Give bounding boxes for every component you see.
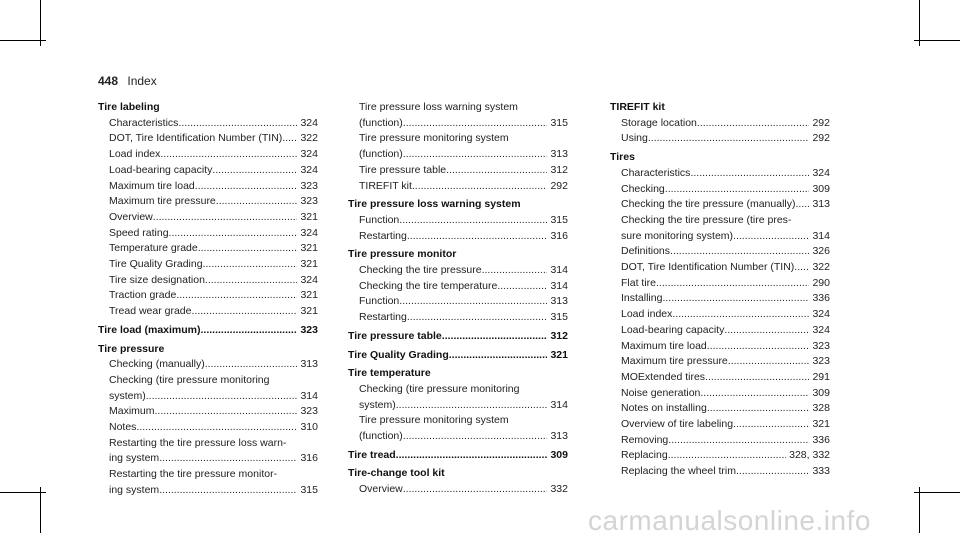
dot-leader	[690, 166, 809, 182]
page-ref[interactable]: 314	[812, 229, 830, 242]
entry-text: Restarting	[359, 311, 407, 324]
index-entry	[98, 483, 318, 499]
index-entry	[98, 226, 318, 242]
index-entry	[610, 354, 830, 370]
entry-text: ing system	[109, 452, 160, 465]
dot-leader	[155, 404, 298, 420]
index-entry	[610, 417, 830, 433]
dot-leader	[282, 131, 297, 147]
entry-text: Notes on installing	[621, 402, 707, 415]
index-entry	[610, 291, 830, 307]
index-entry	[98, 163, 318, 179]
index-column-1	[98, 100, 318, 499]
index-heading	[610, 100, 830, 116]
dot-leader	[665, 182, 810, 198]
page-ref[interactable]: 315	[550, 213, 568, 226]
index-entry	[348, 163, 568, 179]
entry-text: system)	[359, 398, 396, 411]
index-entry	[348, 147, 568, 163]
page-ref[interactable]: 333	[812, 465, 830, 478]
index-entry	[98, 389, 318, 405]
index-entry	[610, 401, 830, 417]
entry-text: Maximum	[109, 405, 155, 418]
index-entry	[98, 131, 318, 147]
entry-text: Characteristics	[621, 166, 691, 179]
dot-leader	[159, 483, 297, 499]
entry-text: MOExtended tires	[621, 370, 706, 383]
dot-leader	[136, 420, 297, 436]
dot-leader	[178, 116, 297, 132]
dot-leader	[396, 398, 548, 414]
page-title: Index	[127, 74, 157, 88]
dot-leader	[668, 448, 786, 464]
page-ref[interactable]: 324	[300, 226, 318, 239]
index-entry	[610, 116, 830, 132]
entry-text: Checking the tire pressure	[359, 264, 482, 277]
index-column-2	[348, 100, 568, 498]
page-ref[interactable]: 310	[300, 421, 318, 434]
index-entry	[348, 179, 568, 195]
page-ref[interactable]: 313	[550, 295, 568, 308]
index-entry	[98, 288, 318, 304]
index-entry	[98, 116, 318, 132]
page-ref[interactable]: 313	[550, 148, 568, 161]
page-ref[interactable]: 328	[812, 402, 830, 415]
entry-text: TIREFIT kit	[610, 101, 665, 113]
index-heading	[610, 150, 830, 166]
index-entry-continued: Restarting the tire pressure loss warn-	[109, 436, 287, 449]
page-ref[interactable]: 324	[812, 166, 830, 179]
entry-text: Checking (manually)	[109, 358, 205, 371]
dot-leader	[796, 197, 810, 213]
page-ref[interactable]: 313	[550, 430, 568, 443]
index-entry	[98, 241, 318, 257]
dot-leader	[656, 276, 809, 292]
index-entry	[610, 182, 830, 198]
index-entry-continued: Tire pressure monitoring system	[359, 132, 509, 145]
entry-text: Replacing	[621, 449, 668, 462]
page-ref[interactable]: 336	[812, 292, 830, 305]
index-entry	[610, 307, 830, 323]
index-entry	[98, 304, 318, 320]
dot-leader	[146, 389, 298, 405]
page-ref[interactable]: 324	[300, 116, 318, 129]
entry-text: Tires	[610, 151, 635, 164]
index-entry	[610, 433, 830, 449]
dot-leader	[707, 401, 810, 417]
index-entry	[98, 420, 318, 436]
page-ref[interactable]: 324	[300, 273, 318, 286]
dot-leader	[662, 291, 809, 307]
page-ref[interactable]: 314	[300, 389, 318, 402]
entry-text: Using	[621, 132, 648, 145]
index-entry	[348, 294, 568, 310]
dot-leader	[705, 370, 809, 386]
entry-text: Checking the tire pressure (manually)	[621, 198, 796, 211]
entry-text: Installing	[621, 292, 663, 305]
crop-mark	[0, 40, 46, 41]
dot-leader	[169, 226, 298, 242]
entry-text: Noise generation	[621, 386, 701, 399]
page-ref[interactable]: 291	[812, 370, 830, 383]
index-column-3	[610, 100, 830, 480]
index-entry	[98, 451, 318, 467]
page-ref[interactable]: 321	[300, 305, 318, 318]
entry-text: Tire labeling	[98, 101, 160, 113]
entry-text: Tire Quality Grading	[348, 348, 449, 361]
entry-text: Function	[359, 213, 400, 226]
dot-leader	[403, 116, 548, 132]
page-ref[interactable]: 321	[812, 418, 830, 431]
entry-text: Tire pressure table	[359, 163, 447, 176]
dot-leader	[159, 451, 297, 467]
entry-text: Removing	[621, 433, 669, 446]
entry-text: (function)	[359, 430, 403, 443]
entry-text: Load index	[621, 308, 673, 321]
page-ref[interactable]: 290	[812, 276, 830, 289]
page-ref[interactable]: 314	[550, 398, 568, 411]
dot-leader	[707, 339, 810, 355]
entry-text: Maximum tire pressure	[109, 195, 216, 208]
page-ref[interactable]: 315	[550, 311, 568, 324]
page-ref[interactable]: 326	[812, 245, 830, 258]
page-ref[interactable]: 322	[812, 261, 830, 274]
index-entry	[98, 210, 318, 226]
index-heading	[348, 329, 568, 345]
dot-leader	[733, 417, 809, 433]
dot-leader	[412, 179, 548, 195]
page-ref[interactable]: 292	[812, 132, 830, 145]
entry-text: Tire pressure table	[348, 329, 442, 342]
dot-leader	[176, 288, 297, 304]
page-ref[interactable]: 324	[300, 163, 318, 176]
entry-text: Tire-change tool kit	[348, 467, 445, 480]
dot-leader	[198, 241, 298, 257]
dot-leader	[205, 357, 298, 373]
index-entry-continued: Restarting the tire pressure monitor-	[109, 468, 278, 481]
entry-text: Tire Quality Grading	[109, 258, 203, 271]
dot-leader	[216, 194, 298, 210]
page-ref[interactable]: 321	[550, 348, 568, 361]
index-entry	[610, 339, 830, 355]
entry-text: (function)	[359, 116, 403, 129]
index-heading	[98, 100, 318, 116]
index-entry	[610, 244, 830, 260]
page-ref[interactable]: 309	[812, 386, 830, 399]
page-ref[interactable]: 321	[300, 289, 318, 302]
dot-leader	[399, 294, 547, 310]
index-entry	[98, 273, 318, 289]
crop-mark	[914, 40, 960, 41]
page-ref[interactable]: 323	[300, 195, 318, 208]
dot-leader	[442, 329, 548, 345]
page-ref[interactable]: 328, 332	[789, 449, 830, 462]
page-ref[interactable]: 322	[300, 132, 318, 145]
dot-leader	[728, 354, 810, 370]
page-ref[interactable]: 323	[812, 355, 830, 368]
dot-leader	[733, 229, 809, 245]
index-entry	[610, 229, 830, 245]
index-heading	[348, 247, 568, 263]
entry-text: Checking	[621, 182, 665, 195]
dot-leader	[403, 147, 548, 163]
index-entry	[348, 116, 568, 132]
index-entry-continued: Tire pressure monitoring system	[359, 414, 509, 427]
page-ref[interactable]: 292	[812, 116, 830, 129]
dot-leader	[201, 323, 298, 339]
index-entry	[610, 386, 830, 402]
index-entry	[348, 398, 568, 414]
dot-leader	[403, 429, 548, 445]
crop-mark	[40, 487, 41, 533]
crop-mark	[0, 492, 46, 493]
entry-text: Flat tire	[621, 276, 657, 289]
dot-leader	[407, 229, 548, 245]
index-entry	[610, 323, 830, 339]
crop-mark	[914, 492, 960, 493]
dot-leader	[670, 244, 809, 260]
dot-leader	[212, 163, 297, 179]
page-ref[interactable]: 314	[550, 264, 568, 277]
entry-text: Traction grade	[109, 289, 177, 302]
page-ref[interactable]: 312	[550, 329, 568, 342]
dot-leader	[449, 348, 548, 364]
index-heading	[348, 348, 568, 364]
index-entry	[348, 482, 568, 498]
dot-leader	[192, 304, 298, 320]
index-heading	[98, 342, 318, 358]
entry-text: system)	[109, 389, 146, 402]
page-ref[interactable]: 321	[300, 210, 318, 223]
index-heading	[348, 466, 568, 482]
index-entry-continued: Checking (tire pressure monitoring	[109, 373, 270, 386]
entry-text: Maximum tire load	[109, 179, 195, 192]
dot-leader	[482, 263, 548, 279]
dot-leader	[399, 213, 547, 229]
index-entry-continued: Checking (tire pressure monitoring	[359, 382, 520, 395]
index-entry	[98, 147, 318, 163]
page-ref[interactable]: 321	[300, 258, 318, 271]
index-heading	[348, 197, 568, 213]
dot-leader	[668, 433, 809, 449]
entry-text: Tire temperature	[348, 367, 431, 380]
index-entry	[610, 448, 830, 464]
index-entry	[610, 260, 830, 276]
entry-text: Maximum tire load	[621, 339, 707, 352]
page-ref[interactable]: 336	[812, 433, 830, 446]
page-ref[interactable]: 315	[550, 116, 568, 129]
page-ref[interactable]: 332	[550, 483, 568, 496]
entry-text: Maximum tire pressure	[621, 355, 728, 368]
dot-leader	[403, 482, 548, 498]
index-entry	[610, 464, 830, 480]
index-entry	[98, 404, 318, 420]
entry-text: Checking the tire temperature	[359, 279, 498, 292]
page-ref[interactable]: 324	[812, 323, 830, 336]
index-entry	[610, 276, 830, 292]
dot-leader	[648, 131, 810, 147]
entry-text: Overview	[109, 210, 153, 223]
entry-text: Tire size designation	[109, 273, 205, 286]
dot-leader	[672, 307, 809, 323]
page-header	[98, 74, 157, 88]
dot-leader	[195, 179, 298, 195]
entry-text: sure monitoring system)	[621, 229, 734, 242]
page-ref[interactable]: 323	[812, 339, 830, 352]
entry-text: TIREFIT kit	[359, 179, 412, 192]
dot-leader	[700, 386, 809, 402]
index-entry	[98, 179, 318, 195]
page-ref[interactable]: 314	[550, 279, 568, 292]
index-heading	[98, 323, 318, 339]
entry-text: Tire load (maximum)	[98, 323, 201, 336]
entry-text: DOT, Tire Identification Number (TIN)	[621, 261, 795, 274]
entry-text: Replacing the wheel trim	[621, 465, 736, 478]
entry-text: Load-bearing capacity	[621, 323, 725, 336]
entry-text: Overview	[359, 483, 403, 496]
page-number: 448	[98, 74, 119, 88]
page-ref[interactable]: 316	[550, 229, 568, 242]
dot-leader	[153, 210, 298, 226]
index-entry-continued: Tire pressure loss warning system	[359, 101, 518, 113]
index-entry	[348, 429, 568, 445]
index-entry	[610, 131, 830, 147]
dot-leader	[203, 257, 298, 273]
index-entry	[348, 213, 568, 229]
entry-text: Definitions	[621, 245, 671, 258]
entry-text: Load-bearing capacity	[109, 163, 213, 176]
entry-text: Tire tread	[348, 448, 396, 461]
page-ref[interactable]: 316	[300, 452, 318, 465]
index-heading	[348, 366, 568, 382]
entry-text: Function	[359, 295, 400, 308]
entry-text: Notes	[109, 421, 137, 434]
page-ref[interactable]: 313	[300, 358, 318, 371]
entry-text: Characteristics	[109, 116, 179, 129]
dot-leader	[736, 464, 809, 480]
page-ref[interactable]: 315	[300, 483, 318, 496]
entry-text: Overview of tire labeling	[621, 418, 734, 431]
entry-text: Speed rating	[109, 226, 169, 239]
dot-leader	[446, 163, 547, 179]
entry-text: DOT, Tire Identification Number (TIN)	[109, 132, 283, 145]
index-entry	[98, 357, 318, 373]
index-entry	[98, 194, 318, 210]
index-entry	[348, 263, 568, 279]
page-ref[interactable]: 313	[812, 198, 830, 211]
entry-text: Storage location	[621, 116, 697, 129]
entry-text: Tire pressure	[98, 342, 165, 355]
page-ref[interactable]: 321	[300, 242, 318, 255]
index-entry	[348, 279, 568, 295]
page-ref[interactable]: 309	[550, 448, 568, 461]
watermark: carmanualsonline.info	[588, 505, 871, 536]
index-heading	[348, 448, 568, 464]
crop-mark	[919, 487, 920, 533]
page-ref[interactable]: 324	[300, 148, 318, 161]
index-entry-continued: Checking the tire pressure (tire pres-	[621, 213, 792, 226]
dot-leader	[794, 260, 809, 276]
index-entry	[610, 370, 830, 386]
index-entry	[610, 197, 830, 213]
page-ref[interactable]: 309	[812, 182, 830, 195]
page-ref[interactable]: 323	[300, 323, 318, 336]
entry-text: ing system	[109, 483, 160, 496]
dot-leader	[205, 273, 298, 289]
index-entry	[610, 166, 830, 182]
dot-leader	[497, 279, 547, 295]
entry-text: Load index	[109, 148, 161, 161]
entry-text: Temperature grade	[109, 242, 198, 255]
entry-text: Restarting	[359, 229, 407, 242]
page-ref[interactable]: 323	[300, 179, 318, 192]
page-ref[interactable]: 292	[550, 179, 568, 192]
index-entry	[348, 310, 568, 326]
dot-leader	[160, 147, 297, 163]
page-ref[interactable]: 323	[300, 405, 318, 418]
dot-leader	[724, 323, 809, 339]
entry-text: Tire pressure loss warning system	[348, 198, 521, 211]
index-entry	[348, 229, 568, 245]
dot-leader	[396, 448, 548, 464]
entry-text: (function)	[359, 148, 403, 161]
entry-text: Tread wear grade	[109, 305, 192, 318]
entry-text: Tire pressure monitor	[348, 248, 457, 261]
dot-leader	[697, 116, 810, 132]
index-entry	[98, 257, 318, 273]
page-ref[interactable]: 324	[812, 308, 830, 321]
dot-leader	[407, 310, 548, 326]
page-ref[interactable]: 312	[550, 163, 568, 176]
